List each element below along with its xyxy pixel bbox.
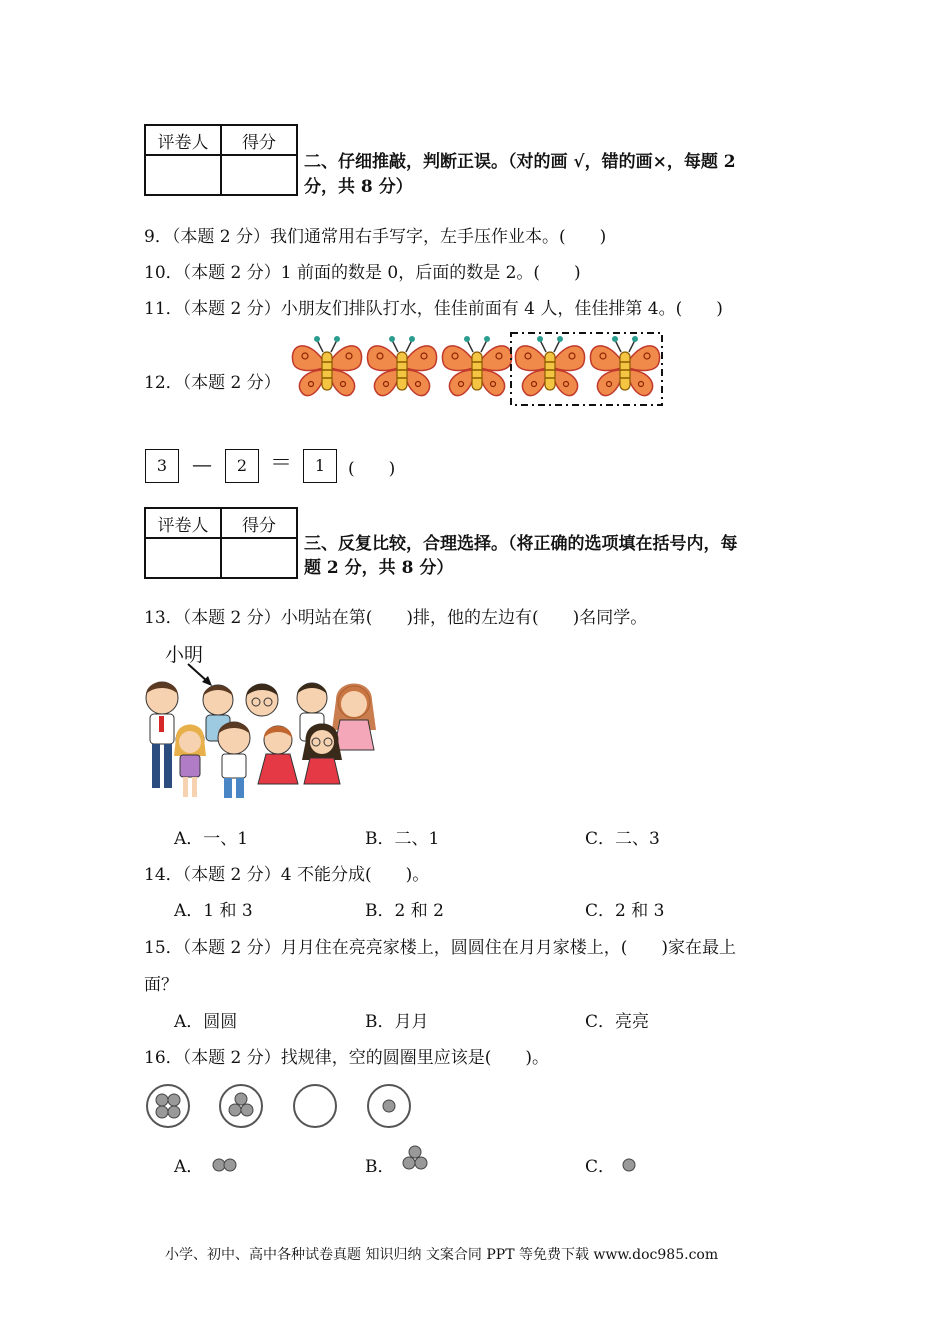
child-front-3 <box>258 726 298 784</box>
butterfly-3 <box>442 336 511 396</box>
grader-header: 评卷人 <box>145 508 221 538</box>
question-16: 16．（本题 2 分）找规律，空的圆圈里应该是( )。 <box>144 1048 550 1068</box>
page-footer: 小学、初中、高中各种试卷真题 知识归纳 文案合同 PPT 等免费下载 www.doc985.com <box>165 1247 719 1263</box>
butterfly-5 <box>590 336 659 396</box>
butterfly-1 <box>292 336 361 396</box>
score-header: 得分 <box>221 508 297 538</box>
child-back-1 <box>146 682 178 788</box>
child-back-3 <box>246 684 278 716</box>
grader-header: 评卷人 <box>145 125 221 155</box>
children-illustration <box>140 660 390 805</box>
q13-option-b: B．二、1 <box>365 829 440 849</box>
pattern-circle-2 <box>220 1085 262 1127</box>
minus-sign: — <box>192 452 212 476</box>
q16-option-b-three-dots <box>398 1141 432 1175</box>
answer-paren-12: ( ) <box>348 459 396 479</box>
equation-box-3: 1 <box>303 449 337 483</box>
q14-option-a: A．1 和 3 <box>174 901 253 921</box>
score-table-section2 <box>144 124 298 196</box>
butterfly-4 <box>515 336 584 396</box>
q16-option-c: C． <box>585 1157 616 1177</box>
q16-option-b: B． <box>365 1157 395 1177</box>
q16-option-c-one-dot <box>618 1154 640 1176</box>
child-front-4 <box>302 724 342 785</box>
score-cell <box>221 155 297 195</box>
question-10: 10．（本题 2 分）1 前面的数是 0，后面的数是 2。( ) <box>144 263 581 283</box>
question-15-line2: 面？ <box>144 975 178 995</box>
butterfly-2 <box>367 336 436 396</box>
score-table-section3 <box>144 507 298 579</box>
butterflies-illustration <box>290 330 670 410</box>
pattern-circle-3-empty <box>294 1085 336 1127</box>
pattern-circle-1 <box>147 1085 189 1127</box>
equation-box-1: 3 <box>145 449 179 483</box>
question-11: 11．（本题 2 分）小朋友们排队打水，佳佳前面有 4 人，佳佳排第 4。( ) <box>144 299 723 319</box>
q15-option-b: B．月月 <box>365 1012 429 1032</box>
circle-pattern <box>140 1078 420 1134</box>
score-cell <box>221 538 297 578</box>
child-front-2 <box>218 722 250 798</box>
question-12: 12．（本题 2 分） <box>144 373 281 393</box>
xiaoming-label: 小明 <box>165 644 204 666</box>
pattern-circle-4 <box>368 1085 410 1127</box>
q16-option-a: A． <box>174 1157 204 1177</box>
q15-option-c: C．亮亮 <box>585 1012 650 1032</box>
q14-option-b: B．2 和 2 <box>365 901 444 921</box>
grader-cell <box>145 538 221 578</box>
question-15-line1: 15．（本题 2 分）月月住在亮亮家楼上，圆圆住在月月家楼上，( )家在最上 <box>144 938 737 958</box>
section2-heading-line1: 二、仔细推敲，判断正误。（对的画 √，错的画×，每题 2 <box>304 152 736 172</box>
q15-option-a: A．圆圆 <box>174 1012 238 1032</box>
equals-sign: ＝ <box>269 451 292 476</box>
grader-cell <box>145 155 221 195</box>
question-9: 9．（本题 2 分）我们通常用右手写字，左手压作业本。( ) <box>144 227 607 247</box>
question-14: 14．（本题 2 分）4 不能分成( )。 <box>144 865 430 885</box>
child-back-5 <box>332 684 376 751</box>
q16-option-a-two-dots <box>208 1153 242 1177</box>
q13-option-c: C．二、3 <box>585 829 660 849</box>
q14-option-c: C．2 和 3 <box>585 901 665 921</box>
q13-option-a: A．一、1 <box>174 829 249 849</box>
question-13: 13．（本题 2 分）小明站在第( )排，他的左边有( )名同学。 <box>144 608 648 628</box>
section3-heading-line2: 题 2 分，共 8 分） <box>304 558 454 578</box>
section3-heading-line1: 三、反复比较，合理选择。（将正确的选项填在括号内，每 <box>304 534 738 554</box>
child-front-1 <box>174 725 206 798</box>
score-header: 得分 <box>221 125 297 155</box>
section2-heading-line2: 分，共 8 分） <box>304 177 413 197</box>
equation-box-2: 2 <box>225 449 259 483</box>
